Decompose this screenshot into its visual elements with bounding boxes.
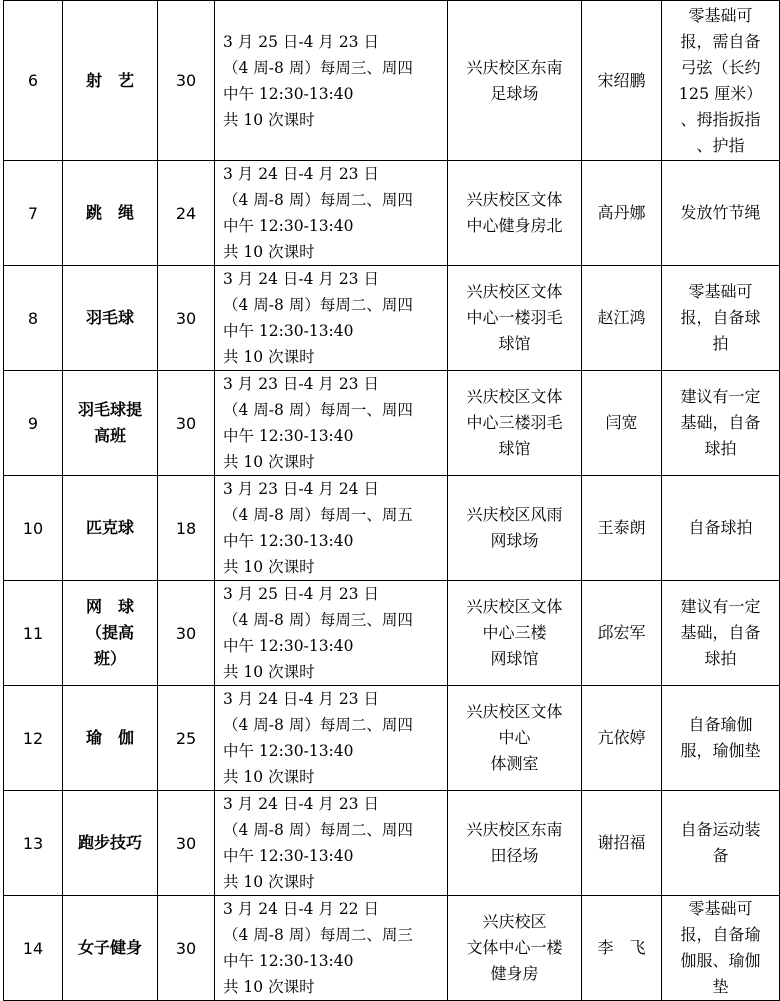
course-location bbox=[448, 476, 582, 581]
course-location-line: 兴庆校区风雨 bbox=[466, 505, 563, 524]
course-name-line: 女子健身 bbox=[77, 938, 142, 957]
course-time bbox=[215, 581, 448, 686]
table-row bbox=[4, 896, 780, 1001]
course-location bbox=[448, 161, 582, 266]
course-time bbox=[215, 791, 448, 896]
course-notes-line: 建议有一定 bbox=[680, 387, 761, 406]
course-notes-line: 、拇指扳指 bbox=[680, 109, 761, 129]
course-time-line: 中午 12:30-13:40 bbox=[223, 84, 354, 103]
row-number: 11 bbox=[4, 581, 63, 686]
course-time-line: 共 10 次课时 bbox=[223, 873, 315, 891]
course-name bbox=[63, 266, 158, 371]
course-location-line: 兴庆校区文体 bbox=[466, 387, 563, 406]
course-notes-line: 报，需自备 bbox=[680, 31, 761, 51]
course-notes-line: 球拍 bbox=[704, 649, 737, 668]
course-capacity: 30 bbox=[158, 371, 215, 476]
course-time-line: 中午 12:30-13:40 bbox=[223, 427, 354, 445]
course-location bbox=[448, 581, 582, 686]
course-notes-line: 备 bbox=[712, 846, 729, 865]
course-location-line: 健身房 bbox=[490, 964, 539, 983]
course-location-line: 兴庆校区 bbox=[482, 912, 547, 931]
course-notes-line: 自备球拍 bbox=[688, 518, 753, 537]
course-notes-line: 伽服、瑜伽 bbox=[680, 951, 761, 970]
course-notes-line: 基础，自备 bbox=[680, 413, 761, 432]
course-time-line: 中午 12:30-13:40 bbox=[223, 532, 354, 550]
course-location bbox=[448, 1, 582, 161]
course-notes-line: 零基础可 bbox=[688, 899, 753, 918]
course-time-line: （4 周-8 周）每周二、周三 bbox=[223, 926, 413, 944]
course-notes-line: 、护指 bbox=[696, 135, 745, 155]
course-teacher: 闫宽 bbox=[582, 371, 662, 476]
course-name-line: （提高 bbox=[85, 623, 134, 642]
course-location-line: 兴庆校区文体 bbox=[466, 282, 563, 301]
course-name bbox=[63, 581, 158, 686]
course-name bbox=[63, 1, 158, 161]
course-time-line: 中午 12:30-13:40 bbox=[223, 217, 354, 235]
row-number: 12 bbox=[4, 686, 63, 791]
course-capacity: 30 bbox=[158, 581, 215, 686]
course-notes bbox=[662, 161, 780, 266]
course-location-line: 中心一楼羽毛 bbox=[466, 308, 563, 327]
course-location-line: 中心 bbox=[498, 728, 531, 747]
course-location-line: 足球场 bbox=[490, 83, 539, 103]
course-notes bbox=[662, 581, 780, 686]
row-number: 13 bbox=[4, 791, 63, 896]
course-notes-line: 报，自备瑜 bbox=[680, 925, 761, 944]
course-location bbox=[448, 896, 582, 1001]
course-teacher: 宋绍鹏 bbox=[582, 1, 662, 161]
course-time-line: 共 10 次课时 bbox=[223, 978, 315, 996]
course-name-line: 瑜 伽 bbox=[85, 728, 134, 747]
table-row bbox=[4, 686, 780, 791]
course-notes-line: 自备瑜伽 bbox=[688, 715, 753, 734]
course-time bbox=[215, 686, 448, 791]
course-time-line: 中午 12:30-13:40 bbox=[223, 637, 354, 655]
course-capacity: 30 bbox=[158, 1, 215, 161]
course-time-line: （4 周-8 周）每周二、周四 bbox=[223, 191, 413, 209]
row-number: 8 bbox=[4, 266, 63, 371]
course-location-line: 网球馆 bbox=[490, 649, 539, 668]
course-name bbox=[63, 791, 158, 896]
course-time-line: 共 10 次课时 bbox=[223, 348, 315, 366]
table-row bbox=[4, 161, 780, 266]
course-notes-line: 拍 bbox=[712, 334, 729, 353]
row-number: 10 bbox=[4, 476, 63, 581]
course-time-line: （4 周-8 周）每周三、周四 bbox=[223, 58, 413, 77]
course-time-line: 共 10 次课时 bbox=[223, 558, 315, 576]
course-teacher: 亢依婷 bbox=[582, 686, 662, 791]
course-location bbox=[448, 686, 582, 791]
course-notes bbox=[662, 476, 780, 581]
course-teacher: 王泰朗 bbox=[582, 476, 662, 581]
course-name-line: 羽毛球 bbox=[85, 308, 134, 327]
course-notes-line: 基础，自备 bbox=[680, 623, 761, 642]
course-notes-line: 零基础可 bbox=[688, 5, 753, 25]
course-time-line: 3 月 23 日-4 月 24 日 bbox=[223, 480, 379, 498]
course-name bbox=[63, 686, 158, 791]
course-time bbox=[215, 1, 448, 161]
row-number: 6 bbox=[4, 1, 63, 161]
course-capacity: 25 bbox=[158, 686, 215, 791]
course-location-line: 兴庆校区文体 bbox=[466, 702, 563, 721]
course-location-line: 中心健身房北 bbox=[466, 216, 563, 235]
course-time-line: 中午 12:30-13:40 bbox=[223, 952, 354, 970]
course-location-line: 中心三楼羽毛 bbox=[466, 413, 563, 432]
table-row bbox=[4, 791, 780, 896]
course-time-line: 3 月 25 日-4 月 23 日 bbox=[223, 585, 379, 603]
course-teacher: 谢招福 bbox=[582, 791, 662, 896]
course-location bbox=[448, 266, 582, 371]
course-time-line: 3 月 23 日-4 月 23 日 bbox=[223, 375, 379, 393]
table-row bbox=[4, 581, 780, 686]
course-notes bbox=[662, 266, 780, 371]
course-location-line: 网球场 bbox=[490, 531, 539, 550]
course-name-line: 羽毛球提 bbox=[77, 400, 142, 419]
course-name-line: 班） bbox=[93, 649, 126, 668]
course-teacher: 高丹娜 bbox=[582, 161, 662, 266]
course-time-line: 共 10 次课时 bbox=[223, 663, 315, 681]
table-row bbox=[4, 1, 780, 161]
table-row bbox=[4, 371, 780, 476]
course-notes bbox=[662, 1, 780, 161]
course-location-line: 兴庆校区东南 bbox=[466, 57, 563, 77]
course-notes-line: 125 厘米） bbox=[678, 83, 763, 103]
course-time-line: 3 月 24 日-4 月 23 日 bbox=[223, 165, 379, 183]
course-time-line: 3 月 24 日-4 月 23 日 bbox=[223, 690, 379, 708]
course-location bbox=[448, 371, 582, 476]
course-time-line: 3 月 24 日-4 月 23 日 bbox=[223, 795, 379, 813]
course-time bbox=[215, 896, 448, 1001]
course-time bbox=[215, 476, 448, 581]
course-name bbox=[63, 161, 158, 266]
course-time bbox=[215, 371, 448, 476]
course-time-line: （4 周-8 周）每周一、周五 bbox=[223, 506, 413, 524]
course-location-line: 体测室 bbox=[490, 754, 539, 773]
course-location-line: 兴庆校区东南 bbox=[466, 820, 563, 839]
course-teacher: 邱宏军 bbox=[582, 581, 662, 686]
course-notes bbox=[662, 686, 780, 791]
course-time-line: （4 周-8 周）每周二、周四 bbox=[223, 821, 413, 839]
course-location-line: 中心三楼 bbox=[482, 623, 547, 642]
course-time-line: 3 月 25 日-4 月 23 日 bbox=[223, 32, 379, 51]
course-capacity: 18 bbox=[158, 476, 215, 581]
course-capacity: 30 bbox=[158, 791, 215, 896]
course-time-line: 中午 12:30-13:40 bbox=[223, 322, 354, 340]
course-time-line: 共 10 次课时 bbox=[223, 110, 315, 129]
course-notes-line: 服，瑜伽垫 bbox=[680, 741, 761, 760]
table-row bbox=[4, 476, 780, 581]
course-notes bbox=[662, 791, 780, 896]
course-time-line: 中午 12:30-13:40 bbox=[223, 742, 354, 760]
course-notes-line: 零基础可 bbox=[688, 282, 753, 301]
course-time-line: 共 10 次课时 bbox=[223, 768, 315, 786]
course-time-line: （4 周-8 周）每周二、周四 bbox=[223, 296, 413, 314]
course-teacher: 李 飞 bbox=[582, 896, 662, 1001]
course-time-line: 中午 12:30-13:40 bbox=[223, 847, 354, 865]
course-name-line: 匹克球 bbox=[85, 518, 134, 537]
course-name-line: 跑步技巧 bbox=[77, 833, 142, 852]
course-capacity: 30 bbox=[158, 896, 215, 1001]
course-time-line: （4 周-8 周）每周一、周四 bbox=[223, 401, 413, 419]
course-notes-line: 发放竹节绳 bbox=[680, 203, 761, 222]
course-location-line: 兴庆校区文体 bbox=[466, 190, 563, 209]
row-number: 7 bbox=[4, 161, 63, 266]
course-table bbox=[3, 0, 780, 1001]
course-name bbox=[63, 476, 158, 581]
course-notes-line: 报，自备球 bbox=[680, 308, 761, 327]
row-number: 9 bbox=[4, 371, 63, 476]
course-capacity: 30 bbox=[158, 266, 215, 371]
course-time-line: （4 周-8 周）每周三、周四 bbox=[223, 611, 413, 629]
course-location-line: 兴庆校区文体 bbox=[466, 597, 563, 616]
course-name-line: 跳 绳 bbox=[85, 203, 134, 222]
table-row bbox=[4, 266, 780, 371]
course-location-line: 文体中心一楼 bbox=[466, 938, 563, 957]
course-teacher: 赵江鸿 bbox=[582, 266, 662, 371]
course-notes-line: 弓弦（长约 bbox=[680, 57, 761, 77]
course-name-line: 射 艺 bbox=[85, 70, 134, 90]
course-time-line: 3 月 24 日-4 月 22 日 bbox=[223, 900, 379, 918]
course-name-line: 网 球 bbox=[85, 597, 134, 616]
course-name bbox=[63, 896, 158, 1001]
course-notes-line: 垫 bbox=[712, 977, 729, 996]
course-name-line: 高班 bbox=[93, 426, 126, 445]
course-location-line: 球馆 bbox=[498, 439, 531, 458]
course-time bbox=[215, 161, 448, 266]
course-notes bbox=[662, 896, 780, 1001]
course-time-line: 共 10 次课时 bbox=[223, 453, 315, 471]
course-notes-line: 自备运动装 bbox=[680, 820, 761, 839]
course-name bbox=[63, 371, 158, 476]
course-notes-line: 建议有一定 bbox=[680, 597, 761, 616]
course-time-line: 3 月 24 日-4 月 23 日 bbox=[223, 270, 379, 288]
course-location-line: 球馆 bbox=[498, 334, 531, 353]
course-notes bbox=[662, 371, 780, 476]
row-number: 14 bbox=[4, 896, 63, 1001]
course-time bbox=[215, 266, 448, 371]
course-capacity: 24 bbox=[158, 161, 215, 266]
course-time-line: （4 周-8 周）每周二、周四 bbox=[223, 716, 413, 734]
course-time-line: 共 10 次课时 bbox=[223, 243, 315, 261]
course-location-line: 田径场 bbox=[490, 846, 539, 865]
course-location bbox=[448, 791, 582, 896]
course-notes-line: 球拍 bbox=[704, 439, 737, 458]
